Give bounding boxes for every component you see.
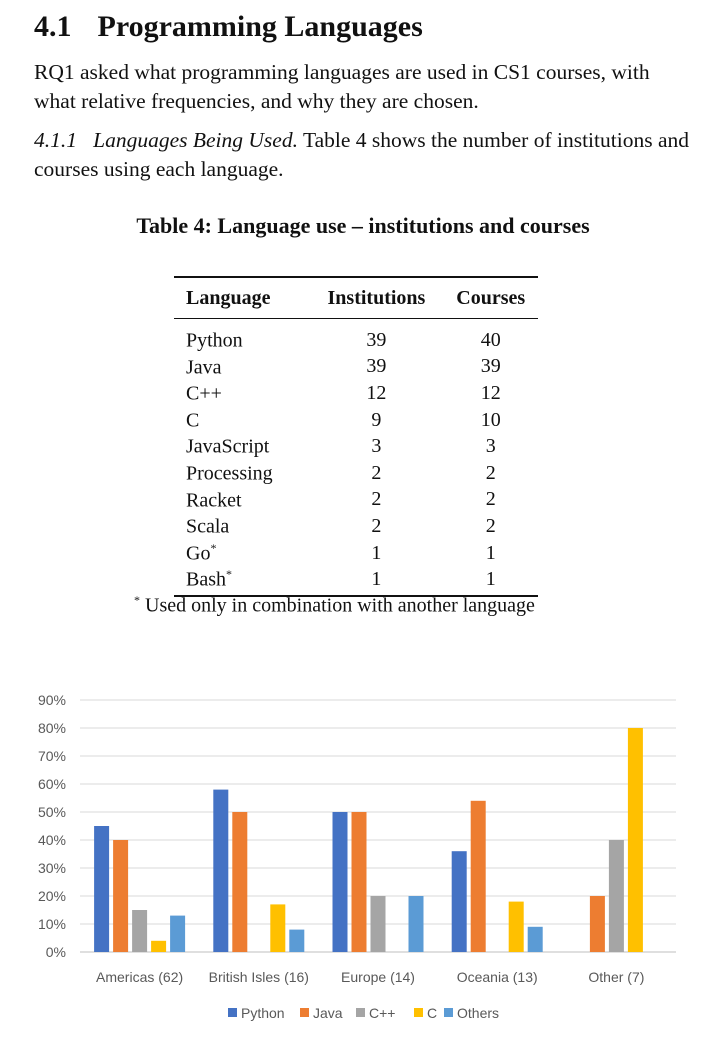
language-marker: * [226,567,232,582]
section-heading [34,10,423,44]
bar-java-3 [471,801,486,952]
language-name: Go [186,542,211,565]
language-name: JavaScript [186,436,270,458]
language-name: Bash [186,568,226,591]
bar-c-4 [628,728,643,952]
bar-cpp-4 [609,840,624,952]
legend-label: C [427,1005,438,1021]
paragraph-rq1: RQ1 asked what programming languages are used in CS1 courses, with what relative frequencies, and why they are chosen. [34,60,650,113]
x-category-label: Other (7) [588,969,645,985]
table-header-row [174,277,538,319]
y-tick-label: 0% [45,944,66,960]
legend-swatch [356,1008,365,1017]
section-number: 4.1 [34,10,72,43]
cell-language [174,566,309,596]
x-category-label: Oceania (13) [456,969,538,985]
cell-language [174,354,309,381]
bar-c-3 [509,902,524,952]
footnote-text: Used only in combination with another language [140,594,535,617]
cell-courses: 2 [485,514,496,537]
table-row [174,433,538,460]
x-category-label: Europe (14) [341,969,415,985]
table-row [174,380,538,407]
section-title: Programming Languages [97,10,423,43]
table-row [174,407,538,434]
cell-institutions: 1 [371,541,382,564]
bar-c-0 [151,941,166,952]
bar-python-1 [213,790,228,952]
x-category-label: British Isles (16) [208,969,309,985]
legend-label: Java [313,1005,343,1021]
cell-language [174,380,309,407]
legend-swatch [300,1008,309,1017]
table-row [174,487,538,514]
bar-python-3 [452,851,467,952]
table-row [174,566,538,596]
bar-java-0 [113,840,128,952]
language-name: Racket [186,489,242,512]
cell-language [174,540,309,567]
cell-courses: 12 [480,381,501,404]
header-courses: Courses [456,286,526,309]
cell-language [174,433,309,460]
legend-label: Others [457,1005,500,1021]
cell-courses: 3 [485,435,496,458]
cell-institutions: 3 [371,435,382,458]
bar-others-0 [170,916,185,952]
header-language: Language [186,286,271,309]
table-footnote [134,593,535,618]
footnote-marker: * [134,593,140,607]
table-body [174,319,538,596]
table-row [174,354,538,381]
cell-institutions: 39 [366,355,387,378]
y-tick-label: 20% [37,888,66,904]
legend-swatch [228,1008,237,1017]
bar-c-1 [270,904,285,952]
legend-swatch [444,1008,453,1017]
subsection-number: 4.1.1 [34,128,77,152]
cell-institutions: 2 [371,514,382,537]
table-row [174,540,538,567]
bar-others-2 [409,896,424,952]
cell-language [174,319,309,354]
legend-label: Python [241,1005,285,1021]
cell-institutions: 2 [371,488,382,511]
cell-language [174,513,309,540]
y-tick-label: 90% [37,692,66,708]
cell-language [174,460,309,487]
table-row [174,460,538,487]
cell-courses: 2 [485,488,496,511]
legend-label: C++ [369,1005,396,1021]
cell-courses: 1 [443,566,538,596]
cell-institutions: 39 [309,319,443,354]
y-tick-label: 10% [37,916,66,932]
cell-language [174,407,309,434]
language-name: C++ [186,382,222,405]
bar-java-4 [590,896,605,952]
language-name: Scala [186,515,230,538]
y-tick-label: 80% [37,720,66,736]
language-name: Python [186,329,243,352]
language-by-region-chart [0,680,726,1040]
bar-java-1 [232,812,247,952]
bar-java-2 [352,812,367,952]
cell-institutions: 9 [371,408,382,431]
table-row [174,513,538,540]
y-tick-label: 30% [37,860,66,876]
bar-python-0 [94,826,109,952]
cell-institutions: 2 [371,461,382,484]
y-tick-label: 60% [37,776,66,792]
y-tick-label: 40% [37,832,66,848]
table-row [174,319,538,354]
paragraph-text: Table 4 shows the number of institutions and courses using each language. [34,128,689,181]
cell-courses: 10 [480,408,501,431]
y-tick-label: 70% [37,748,66,764]
cell-language [174,487,309,514]
table-caption: Table 4: Language use – institutions and courses [136,213,590,238]
subsection-title: Languages Being Used. [93,128,298,152]
legend-swatch [414,1008,423,1017]
bar-cpp-0 [132,910,147,952]
cell-courses: 39 [480,355,501,378]
cell-courses: 40 [443,319,538,354]
bar-cpp-2 [371,896,386,952]
y-tick-label: 50% [37,804,66,820]
header-institutions: Institutions [327,286,426,309]
bar-others-3 [528,927,543,952]
paragraph-languages [34,126,694,184]
bar-python-2 [333,812,348,952]
language-table [174,276,538,597]
language-name: Java [186,356,222,379]
language-name: C [186,409,200,432]
x-category-label: Americas (62) [96,969,184,985]
language-marker: * [210,540,217,555]
cell-courses: 2 [485,461,496,484]
bar-others-1 [289,930,304,952]
cell-courses: 1 [485,541,496,564]
cell-institutions: 1 [309,566,443,596]
language-name: Processing [186,462,273,485]
cell-institutions: 12 [366,381,387,404]
